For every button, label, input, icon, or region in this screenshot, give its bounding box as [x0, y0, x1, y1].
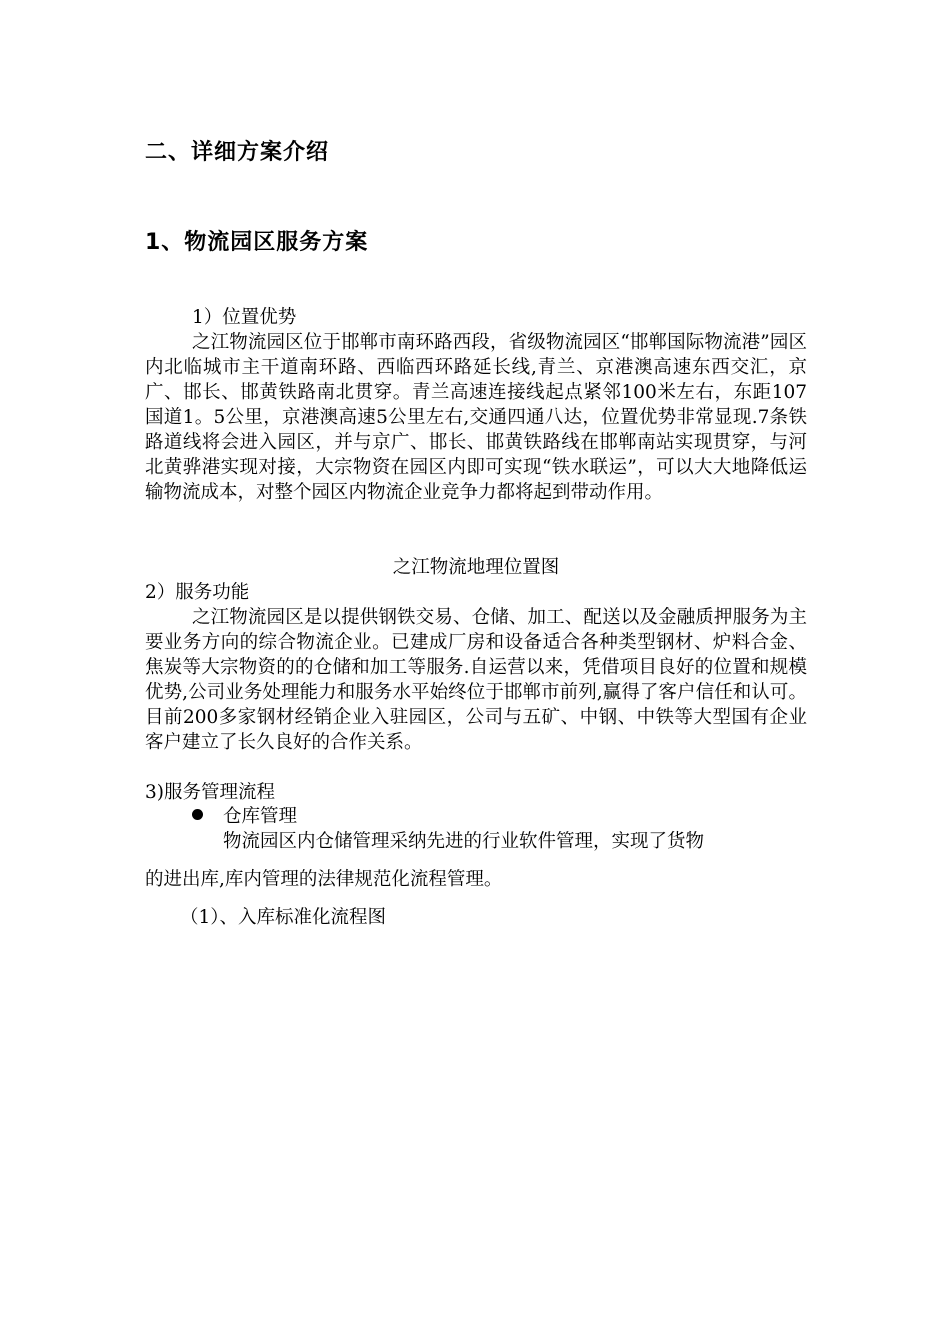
section-title: 二、详细方案介绍: [145, 140, 330, 165]
warehouse-text-line-2: 的进出库,库内管理的法律规范化流程管理。: [145, 869, 503, 890]
location-heading: 1）位置优势: [192, 307, 297, 328]
process-heading: 3)服务管理流程: [145, 782, 275, 803]
location-paragraph: 之江物流园区位于邯郸市南环路西段，省级物流园区“邯郸国际物流港”园区内北临城市主干道南环路、西临西环路延长线,青兰、京港澳高速东西交汇，京广、邯长、邯黄铁路南北贯穿。青兰高速连接线起点紧邻100米左右，东距107国道1。5公里，京港澳高速5公里左右,交通四通八达，位置优势非常显现.7条铁路道线将会进入园区，并与京广、邯长、邯黄铁路线在邯郸南站实现贯穿，与河北黄骅港实现对接，大宗物资在园区内即可实现“铁水联运”，可以大大地降低运输物流成本，对整个园区内物流企业竞争力都将起到带动作用。: [145, 332, 807, 503]
service-heading: 2）服务功能: [145, 582, 250, 603]
bullet-dot-icon: [192, 809, 203, 820]
flowchart-caption: （1）、入库标准化流程图: [180, 907, 387, 928]
subsection-title: 1、物流园区服务方案: [145, 230, 369, 255]
service-paragraph: 之江物流园区是以提供钢铁交易、仓储、加工、配送以及金融质押服务为主要业务方向的综合物流企业。已建成厂房和设备适合各种类型钢材、炉料合金、焦炭等大宗物资的的仓储和加工等服务.自运营以来，凭借项目良好的位置和规模优势,公司业务处理能力和服务水平始终位于邯郸市前列,赢得了客户信任和认可。目前200多家钢材经销企业入驻园区，公司与五矿、中钢、中铁等大型国有企业客户建立了长久良好的合作关系。: [145, 607, 807, 753]
map-caption: 之江物流地理位置图: [392, 557, 560, 578]
warehouse-label: 仓库管理: [223, 806, 298, 827]
warehouse-text-line-1: 物流园区内仓储管理采纳先进的行业软件管理，实现了货物: [223, 831, 705, 852]
